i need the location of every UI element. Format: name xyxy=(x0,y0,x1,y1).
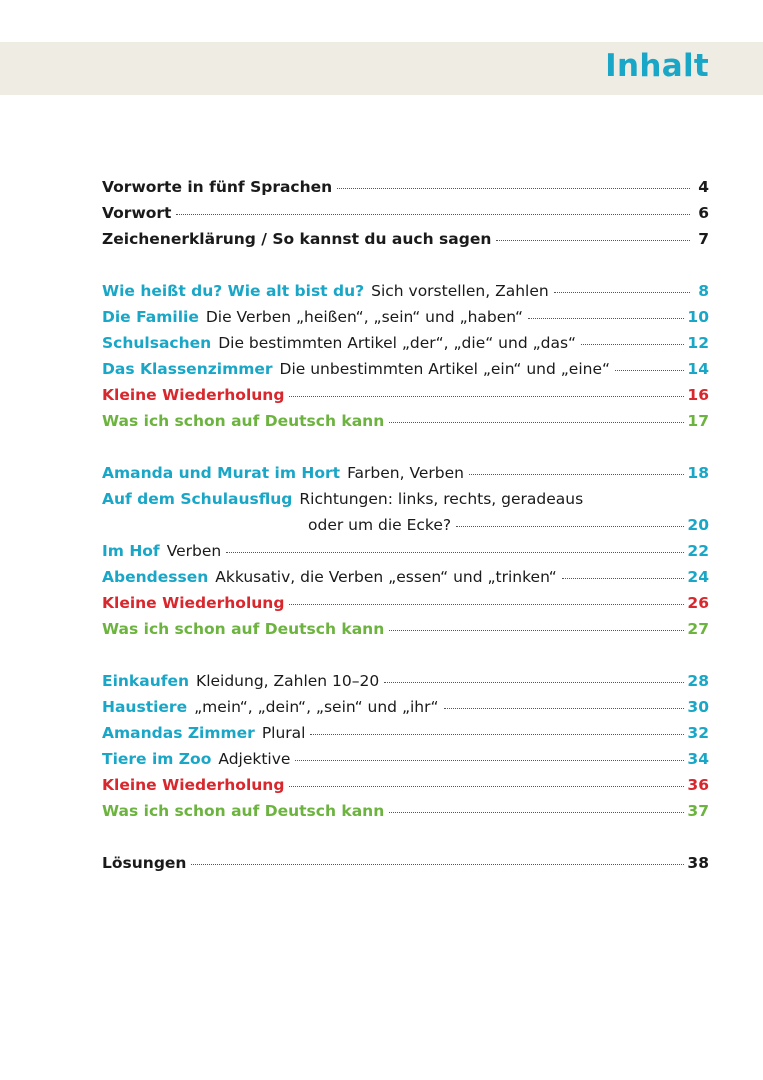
toc-entry-title: Vorwort xyxy=(102,204,172,222)
dot-leader xyxy=(289,603,684,605)
toc-entry[interactable] xyxy=(102,178,709,204)
toc-entry-page: 12 xyxy=(687,334,709,352)
toc-entry-page: 28 xyxy=(687,672,709,690)
toc-entry[interactable] xyxy=(102,282,709,308)
toc-entry-can-do[interactable] xyxy=(102,620,709,646)
toc-entry-page: 30 xyxy=(687,698,709,716)
toc-entry-topic: Kleidung, Zahlen 10–20 xyxy=(196,672,380,690)
toc-entry[interactable] xyxy=(102,672,709,698)
toc-entry-review[interactable] xyxy=(102,776,709,802)
toc-entry-title: Das Klassenzimmer xyxy=(102,360,273,378)
toc-entry-page: 16 xyxy=(687,386,709,404)
toc-entry-page: 7 xyxy=(698,230,709,248)
toc-entry-page: 8 xyxy=(698,282,709,300)
dot-leader xyxy=(615,369,684,371)
toc-entry-title: Amanda und Murat im Hort xyxy=(102,464,341,482)
toc-entry-page: 22 xyxy=(687,542,709,560)
section-gap xyxy=(102,256,709,282)
toc-entry[interactable] xyxy=(102,464,709,490)
toc-entry-title: Die Familie xyxy=(102,308,199,326)
dot-leader xyxy=(389,421,684,423)
toc-entry-topic: Sich vorstellen, Zahlen xyxy=(371,282,549,300)
toc-entry-title: Haustiere xyxy=(102,698,188,716)
dot-leader xyxy=(226,551,684,553)
toc-entry-review[interactable] xyxy=(102,594,709,620)
dot-leader xyxy=(176,213,690,215)
toc-entry-title: Tiere im Zoo xyxy=(102,750,212,768)
dot-leader xyxy=(295,759,684,761)
toc-entry[interactable] xyxy=(102,568,709,594)
dot-leader xyxy=(528,317,684,319)
toc-entry-page: 34 xyxy=(687,750,709,768)
toc-entry[interactable] xyxy=(102,360,709,386)
toc-entry-page: 38 xyxy=(687,854,709,872)
toc-entry-continuation[interactable] xyxy=(102,516,709,542)
dot-leader xyxy=(456,525,684,527)
toc-entry-page: 17 xyxy=(687,412,709,430)
toc-entry[interactable] xyxy=(102,230,709,256)
section-gap xyxy=(102,438,709,464)
toc-entry-page: 10 xyxy=(687,308,709,326)
dot-leader xyxy=(444,707,685,709)
toc-entry-page: 36 xyxy=(687,776,709,794)
dot-leader xyxy=(384,681,684,683)
toc-entry[interactable] xyxy=(102,334,709,360)
dot-leader xyxy=(310,733,684,735)
toc-entry[interactable] xyxy=(102,204,709,230)
toc-entry-topic-continued: oder um die Ecke? xyxy=(308,516,452,534)
dot-leader xyxy=(469,473,684,475)
toc-entry-title: Amandas Zimmer xyxy=(102,724,255,742)
toc-entry-title: Abendessen xyxy=(102,568,209,586)
toc-entry-page: 26 xyxy=(687,594,709,612)
toc-entry-title: Was ich schon auf Deutsch kann xyxy=(102,802,385,820)
dot-leader xyxy=(562,577,685,579)
toc-entry-page: 6 xyxy=(698,204,709,222)
toc-entry[interactable] xyxy=(102,490,709,516)
toc-entry[interactable] xyxy=(102,724,709,750)
toc-entry-topic: Farben, Verben xyxy=(347,464,464,482)
toc-entry-title: Auf dem Schulausflug xyxy=(102,490,293,508)
dot-leader xyxy=(191,863,684,865)
dot-leader xyxy=(389,811,684,813)
toc-entry-title: Was ich schon auf Deutsch kann xyxy=(102,412,385,430)
page-title: Inhalt xyxy=(605,48,709,84)
toc-entry-topic: „mein“, „dein“, „sein“ und „ihr“ xyxy=(194,698,439,716)
toc-entry[interactable] xyxy=(102,854,709,880)
table-of-contents xyxy=(102,178,709,880)
toc-entry[interactable] xyxy=(102,698,709,724)
toc-entry-title: Kleine Wiederholung xyxy=(102,594,285,612)
toc-entry-can-do[interactable] xyxy=(102,802,709,828)
toc-entry-topic: Die unbestimmten Artikel „ein“ und „eine“ xyxy=(279,360,611,378)
toc-entry[interactable] xyxy=(102,308,709,334)
toc-entry-title: Kleine Wiederholung xyxy=(102,386,285,404)
toc-entry-page: 24 xyxy=(687,568,709,586)
toc-entry-topic: Die Verben „heißen“, „sein“ und „haben“ xyxy=(205,308,524,326)
toc-entry[interactable] xyxy=(102,750,709,776)
toc-entry-title: Wie heißt du? Wie alt bist du? xyxy=(102,282,365,300)
toc-entry-topic: Die bestimmten Artikel „der“, „die“ und „das“ xyxy=(218,334,577,352)
dot-leader xyxy=(289,785,684,787)
dot-leader xyxy=(389,629,684,631)
toc-entry-topic: Adjektive xyxy=(218,750,291,768)
toc-entry-title: Einkaufen xyxy=(102,672,190,690)
toc-entry-title: Was ich schon auf Deutsch kann xyxy=(102,620,385,638)
toc-entry-page: 20 xyxy=(687,516,709,534)
dot-leader xyxy=(554,291,690,293)
toc-entry-page: 32 xyxy=(687,724,709,742)
toc-entry-title: Im Hof xyxy=(102,542,160,560)
toc-entry-can-do[interactable] xyxy=(102,412,709,438)
dot-leader xyxy=(337,187,690,189)
toc-entry-page: 27 xyxy=(687,620,709,638)
toc-entry-title: Zeichenerklärung / So kannst du auch sagen xyxy=(102,230,492,248)
section-gap xyxy=(102,828,709,854)
section-gap xyxy=(102,646,709,672)
toc-entry-page: 37 xyxy=(687,802,709,820)
dot-leader xyxy=(496,239,690,241)
dot-leader xyxy=(581,343,684,345)
toc-entry-page: 18 xyxy=(687,464,709,482)
toc-entry-page: 14 xyxy=(687,360,709,378)
toc-entry-title: Kleine Wiederholung xyxy=(102,776,285,794)
dot-leader xyxy=(289,395,684,397)
toc-entry-review[interactable] xyxy=(102,386,709,412)
toc-entry-topic: Richtungen: links, rechts, geradeaus xyxy=(299,490,584,508)
toc-entry-title: Schulsachen xyxy=(102,334,212,352)
toc-entry-title: Vorworte in fünf Sprachen xyxy=(102,178,333,196)
toc-entry-page: 4 xyxy=(698,178,709,196)
toc-entry-topic: Plural xyxy=(261,724,306,742)
toc-entry-topic: Verben xyxy=(166,542,222,560)
toc-entry-topic: Akkusativ, die Verben „essen“ und „trinken“ xyxy=(215,568,557,586)
toc-entry[interactable] xyxy=(102,542,709,568)
toc-entry-title: Lösungen xyxy=(102,854,187,872)
